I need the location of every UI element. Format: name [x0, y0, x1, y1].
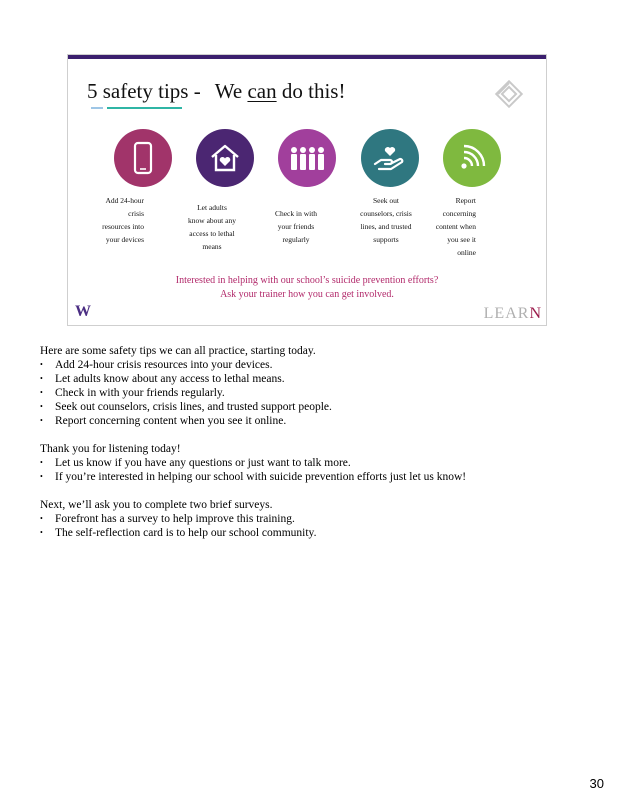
tip-1-label: Add 24-hour crisis resources into your devices — [102, 196, 144, 244]
list-item: • Seek out counselors, crisis lines, and trusted support people. — [40, 400, 580, 414]
title-emphasis: can — [247, 79, 277, 103]
page-number: 30 — [589, 776, 604, 791]
house-heart-icon — [209, 143, 241, 173]
learn-logo-main: LEAR — [483, 305, 530, 322]
notes-intro: Here are some safety tips we can all practice, starting today. — [40, 345, 316, 357]
tip-4-circle — [361, 129, 419, 187]
diamond-logo-icon — [492, 77, 526, 111]
slide-top-bar — [68, 55, 546, 59]
tip-2-label: Let adults know about any access to lethal means — [188, 203, 236, 251]
list-item: • Let adults know about any access to lethal means. — [40, 372, 580, 386]
cta-line-2: Ask your trainer how you can get involved. — [220, 289, 394, 300]
title-part-3: do this! — [281, 79, 346, 103]
notes-tips-list — [40, 358, 580, 428]
tip-1-circle — [114, 129, 172, 187]
list-item: • Report concerning content when you see it online. — [40, 414, 580, 428]
tip-2-circle — [196, 129, 254, 187]
list-item: • Forefront has a survey to help improve this training. — [40, 512, 580, 526]
title-part-2: We — [214, 79, 243, 103]
list-item: • Let us know if you have any questions or just want to talk more. — [40, 456, 580, 470]
hand-heart-icon — [373, 144, 407, 172]
uw-logo: W — [75, 303, 90, 320]
notes-thanks-list — [40, 456, 580, 484]
list-item: • Check in with your friends regularly. — [40, 386, 580, 400]
notes-next-list — [40, 512, 580, 540]
notes-thanks: Thank you for listening today! — [40, 443, 181, 455]
people-group-icon — [288, 144, 326, 172]
tip-3-circle — [278, 129, 336, 187]
wifi-signal-icon — [458, 144, 486, 172]
title-part-1: 5 safety tips - — [87, 79, 201, 103]
cta-line-1: Interested in helping with our school’s suicide prevention efforts? — [175, 275, 439, 286]
learn-logo — [484, 305, 542, 323]
slide-thumbnail — [67, 54, 547, 326]
phone-icon — [130, 141, 156, 175]
list-item: • Add 24-hour crisis resources into your devices. — [40, 358, 580, 372]
tip-3-label: Check in with your friends regularly — [274, 209, 318, 244]
tip-5-circle — [443, 129, 501, 187]
list-item: • If you’re interested in helping our school with suicide prevention efforts just let us know! — [40, 470, 580, 484]
speaker-notes — [40, 344, 580, 554]
slide-title — [87, 79, 345, 104]
tip-4-label: Seek out counselors, crisis lines, and trusted supports — [360, 196, 412, 244]
learn-logo-accent: N — [529, 305, 542, 322]
title-accent-underline — [91, 107, 182, 109]
tip-5-label: Report concerning content when you see it online — [435, 196, 476, 257]
notes-next: Next, we’ll ask you to complete two brief surveys. — [40, 499, 273, 511]
list-item: • The self-reflection card is to help our school community. — [40, 526, 580, 540]
